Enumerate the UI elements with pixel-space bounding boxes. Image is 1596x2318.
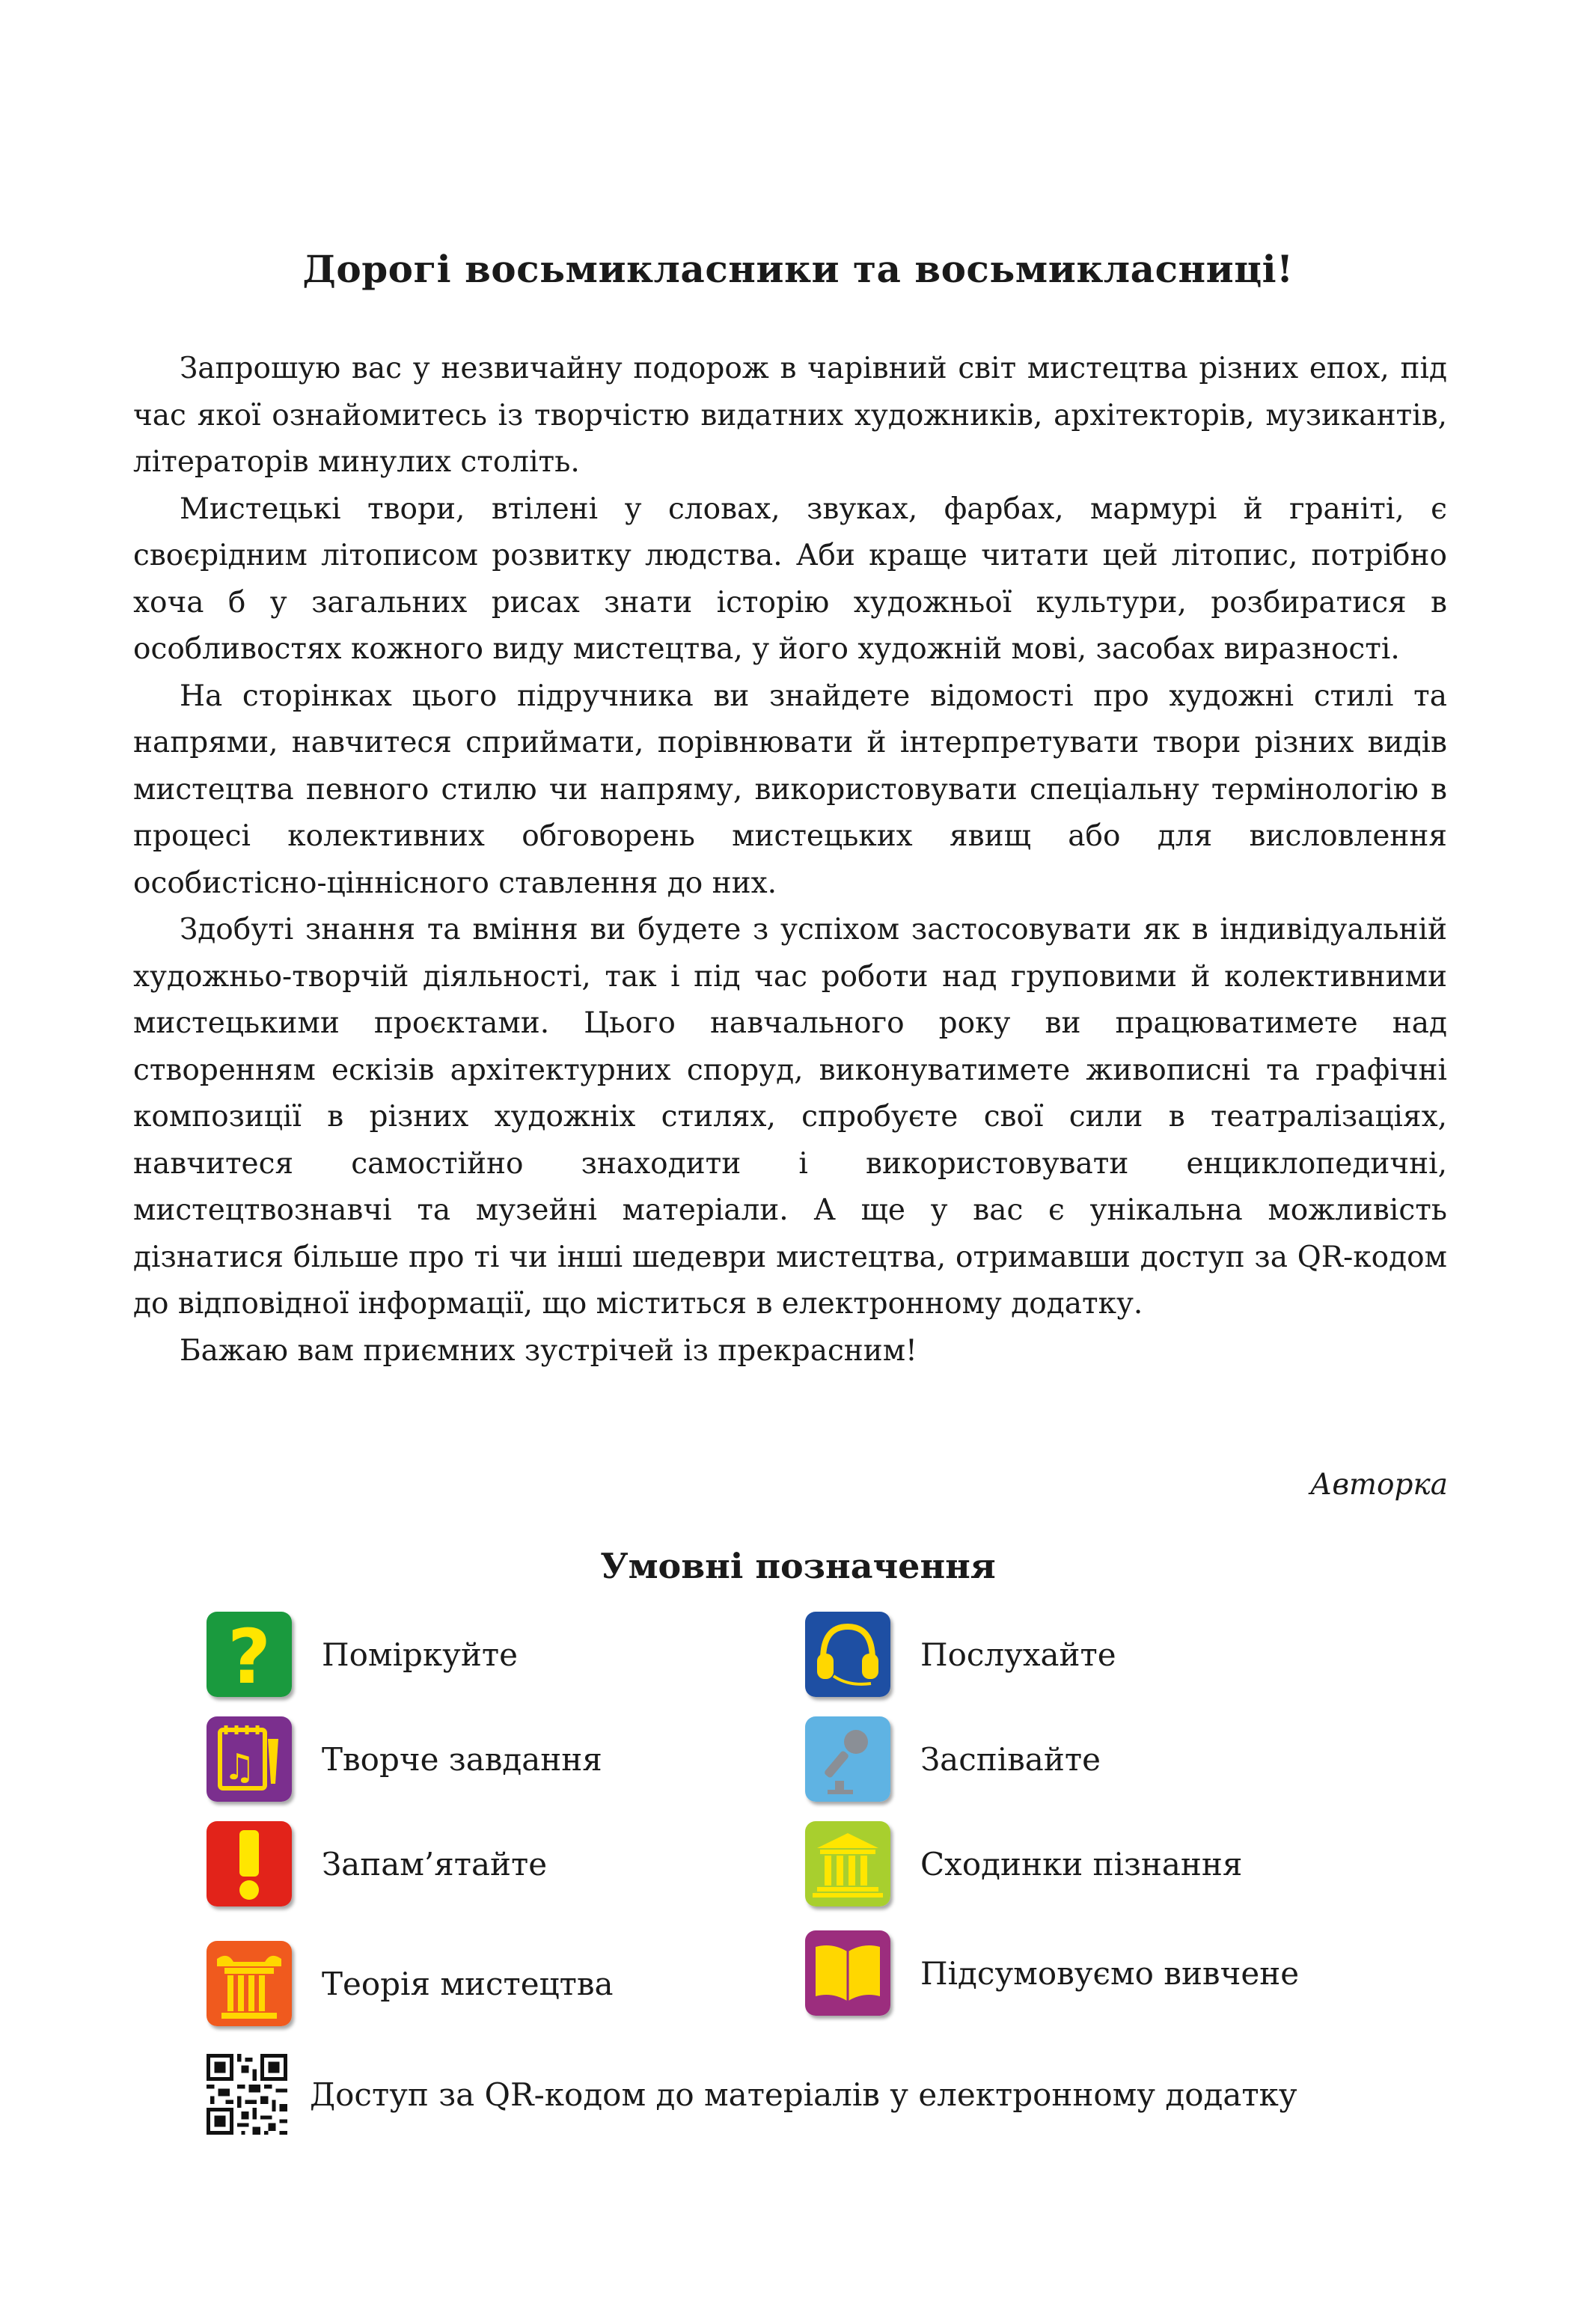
svg-text:?: ?: [227, 1613, 272, 1697]
paragraph: Бажаю вам приємних зустрічей із прекрасним!: [180, 1333, 917, 1368]
author-signature: Авторка: [1309, 1468, 1448, 1502]
legend-title: Умовні позначення: [600, 1546, 996, 1586]
legend-label: Поміркуйте: [322, 1636, 518, 1673]
paragraph: Запрошую вас у незвичайну подорож в чарівний світ мистецтва різних епох, під час якої ознайомитесь із творчістю видатних художників, архітекторів, музикантів, літераторів минулих століть.: [133, 352, 1447, 479]
column-icon-graphic: [207, 1941, 292, 2026]
qr-legend-item: [207, 2054, 1297, 2135]
paragraph: Мистецькі твори, втілені у словах, звуках, фарбах, мармурі й граніті, є своєрідним літописом розвитку людства. Аби краще читати цей літопис, потрібно хоча б у загальних рисах знати історію художньої культури, розбиратися в особливостях кожного виду мистецтва, у його художній мові, засобах виразності.: [133, 492, 1447, 666]
legend-label: Теорія мистецтва: [322, 1965, 614, 2002]
legend-item-creative-task: [207, 1715, 602, 1803]
creative-task-icon-graphic: [207, 1716, 292, 1802]
paragraph: Здобуті знання та вміння ви будете з успіхом застосовувати як в індивідуальній художньо-творчій діяльності, так і під час роботи над груповими й колективними мистецькими проєктами. Цього навчального року ви працюватимете над створенням ескізів архітектурних споруд, виконуватимете живописні та графічні композиції в різних художніх стилях, спробуєте свої сили в театралізаціях, навчитеся самостійно знаходити і використовувати енциклопедичні, мистецтвознавчі та музейні матеріали. А ще у вас є унікальна можливість дізнатися більше про ті чи інші шедеври мистецтва, отримавши доступ за QR-кодом до відповідної інформації, що міститься в електронному додатку.: [133, 913, 1447, 1321]
legend-item-steps-of-knowledge: [805, 1820, 1242, 1908]
creative-task-icon: [207, 1716, 292, 1802]
paragraph: На сторінках цього підручника ви знайдете відомості про художні стилі та напрями, навчитеся сприймати, порівнювати й інтерпретувати твори різних видів мистецтва певного стилю чи напряму, використовувати спеціальну термінологію в процесі колективних обговорень мистецьких явищ або для висловлення особистісно-ціннісного ставлення до них.: [133, 679, 1447, 900]
headphones-icon-graphic: [805, 1612, 890, 1697]
exclamation-icon: [207, 1821, 292, 1906]
qr-code-graphic: [207, 2054, 287, 2135]
legend-item-listen: [805, 1610, 1116, 1698]
legend-label: Сходинки пізнання: [920, 1845, 1243, 1883]
page-title: Дорогі восьмикласники та восьмикласниці!: [302, 247, 1294, 291]
legend-label: Заспівайте: [920, 1740, 1101, 1778]
legend-item-sing: [805, 1715, 1101, 1803]
book-icon-graphic: [805, 1930, 890, 2016]
qr-code-icon: [207, 2054, 287, 2135]
legend-label: Творче завдання: [322, 1740, 602, 1778]
exclamation-icon-graphic: [207, 1821, 292, 1906]
svg-text:♫: ♫: [223, 1746, 256, 1788]
headphones-icon: [805, 1612, 890, 1697]
question-icon: [207, 1612, 292, 1697]
legend-item-art-theory: [207, 1939, 614, 2028]
book-icon: [805, 1930, 890, 2016]
question-icon-graphic: [207, 1612, 292, 1697]
temple-icon: [805, 1821, 890, 1906]
legend-item-remember: [207, 1820, 547, 1908]
legend-label: Запам’ятайте: [322, 1845, 548, 1883]
legend-label: Підсумовуємо вивчене: [920, 1954, 1300, 1992]
column-icon: [207, 1941, 292, 2026]
temple-icon-graphic: [805, 1821, 890, 1906]
legend-item-summary: [805, 1929, 1299, 2017]
legend-item-think: [207, 1610, 518, 1698]
microphone-icon: [805, 1716, 890, 1802]
microphone-icon-graphic: [805, 1716, 890, 1802]
legend-label: Послухайте: [920, 1636, 1116, 1673]
body-text: [133, 346, 1447, 1374]
qr-label: Доступ за QR-кодом до матеріалів у електронному додатку: [310, 2076, 1297, 2113]
